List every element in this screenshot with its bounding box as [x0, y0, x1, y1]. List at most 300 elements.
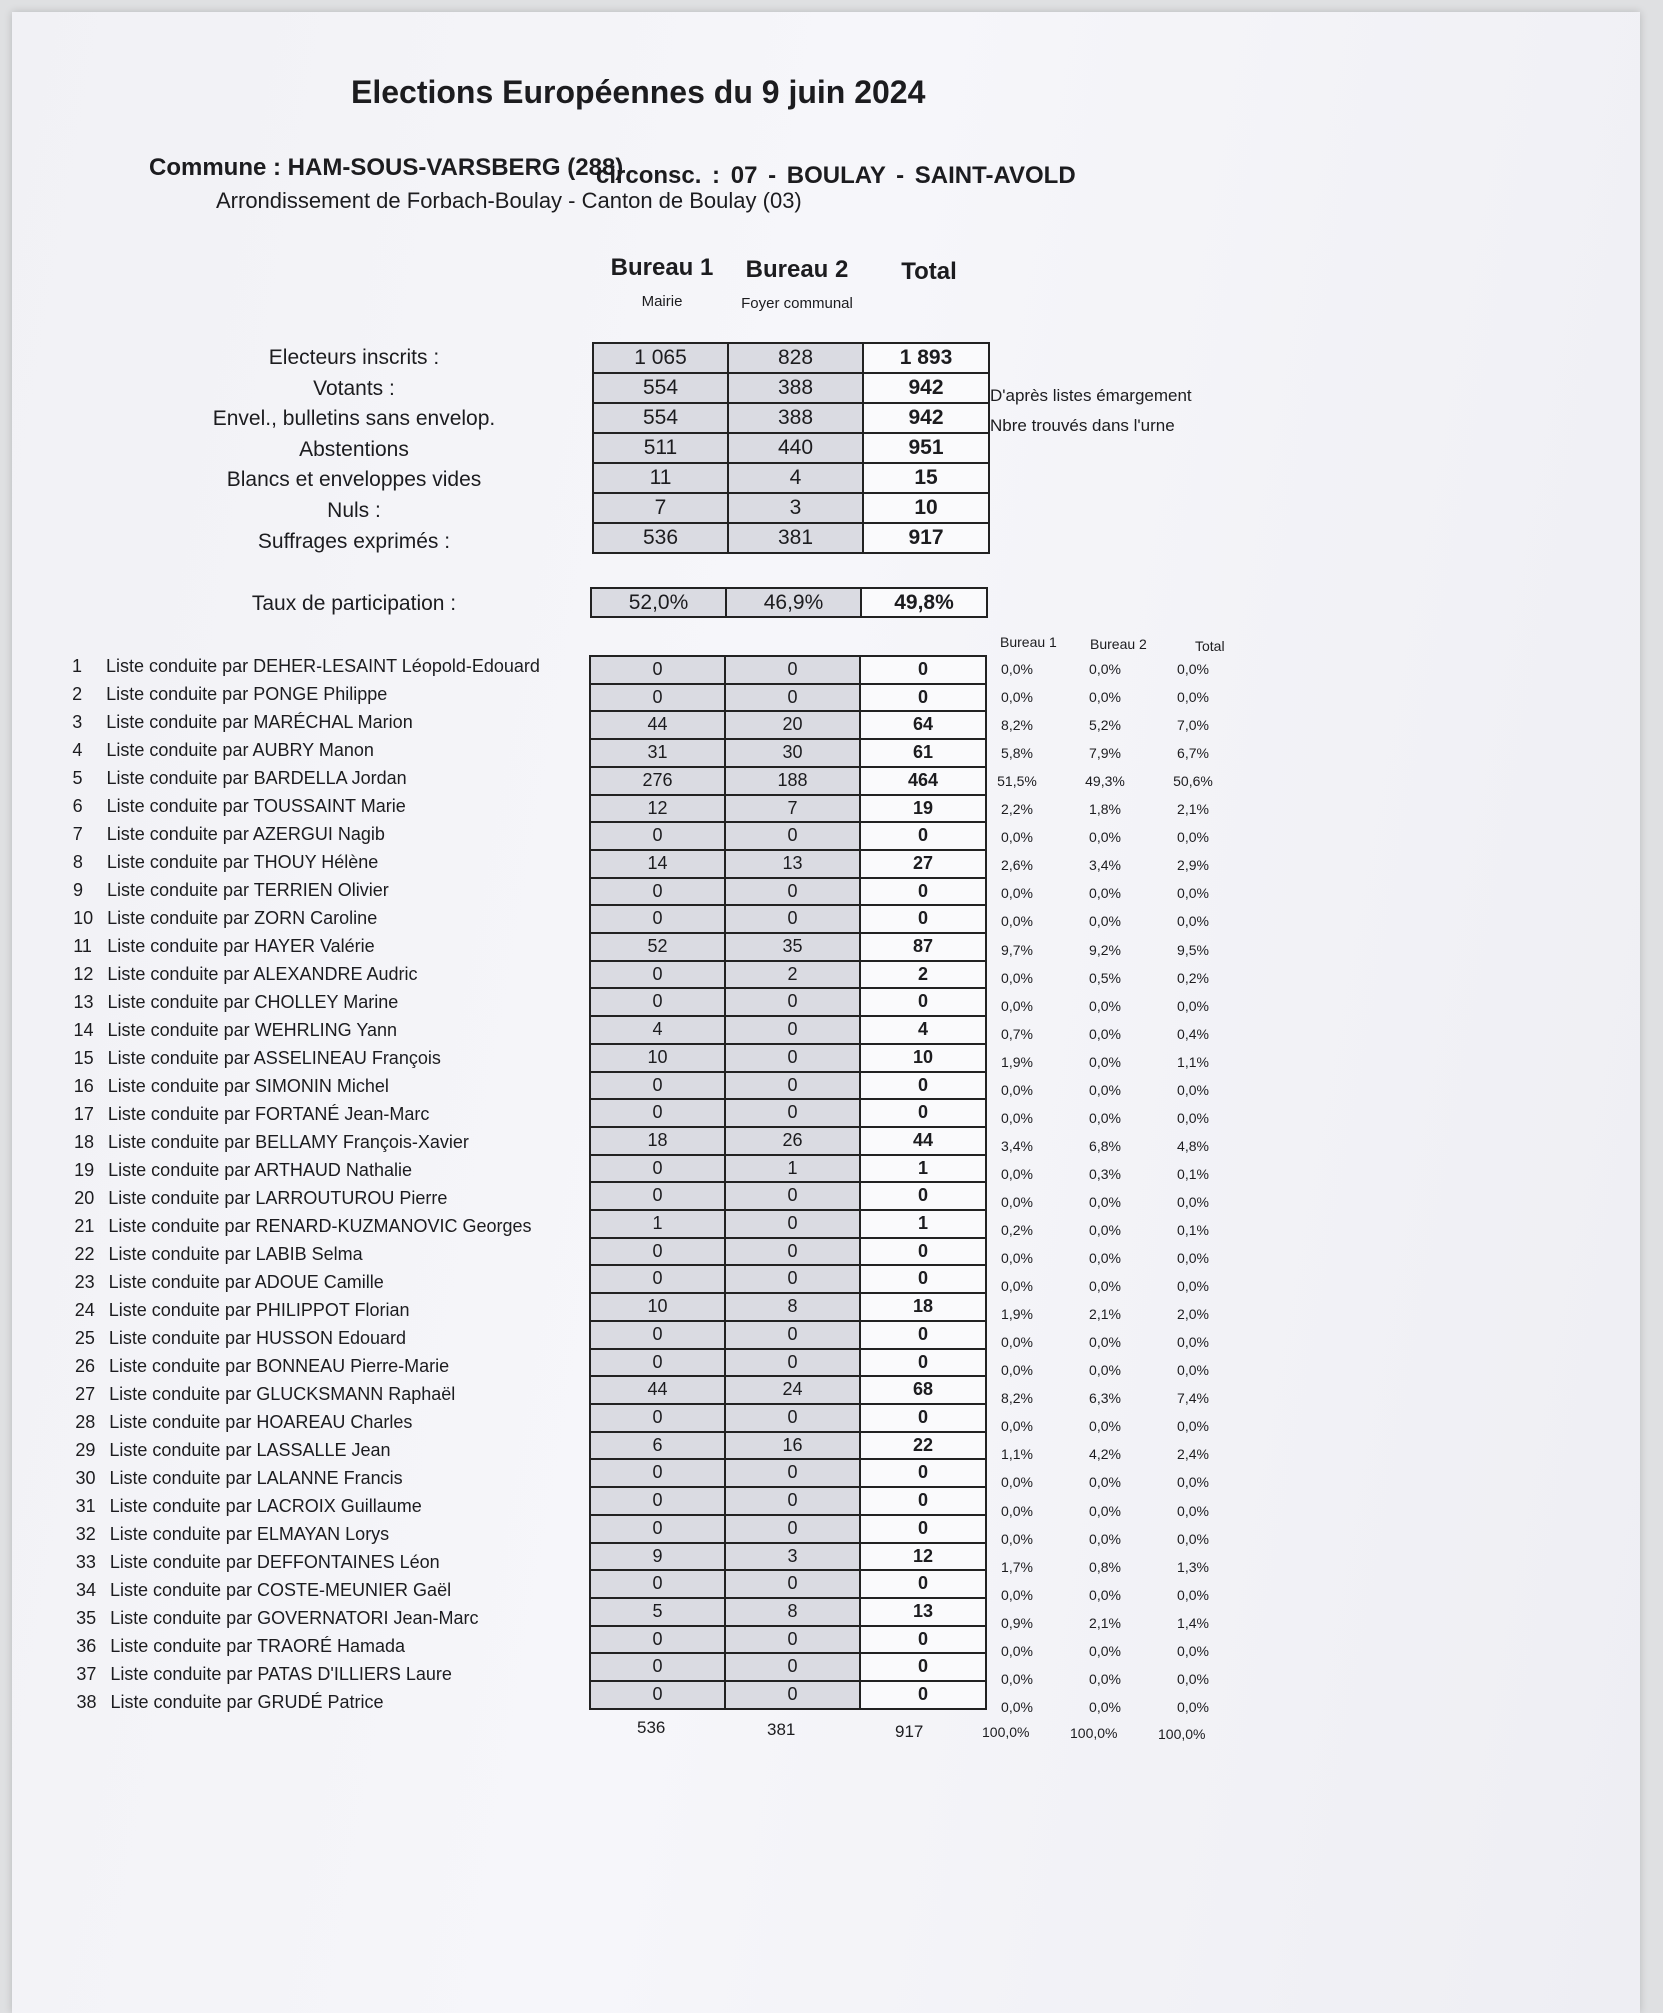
list-value-row [590, 1182, 986, 1210]
list-pt: 0,0% [1177, 1502, 1209, 1519]
list-p1: 2,6% [1001, 857, 1033, 874]
list-b2: 3 [725, 1543, 860, 1571]
col-header-total: Total [901, 258, 957, 285]
list-total: 0 [860, 1072, 986, 1100]
participation-b2: 46,9% [726, 588, 861, 617]
list-number: 4 [72, 740, 83, 760]
list-number: 20 [74, 1188, 95, 1208]
stat-row [593, 343, 989, 373]
list-b2: 2 [725, 961, 860, 989]
list-number: 37 [76, 1664, 97, 1684]
list-pt: 0,0% [1177, 829, 1209, 846]
list-p1: 8,2% [1001, 717, 1033, 734]
list-p2: 0,0% [1089, 1053, 1121, 1070]
list-total: 0 [860, 1515, 986, 1543]
footer-pct-b2: 100,0% [1070, 1725, 1118, 1741]
stat-b1: 554 [593, 373, 728, 403]
list-total: 0 [860, 988, 986, 1016]
list-p2: 0,0% [1089, 1642, 1121, 1659]
list-value-row [590, 1598, 986, 1626]
list-pt: 0,0% [1177, 1586, 1209, 1603]
list-leader-name: Liste conduite par WEHRLING Yann [107, 1020, 398, 1040]
list-p2: 2,1% [1089, 1614, 1121, 1631]
list-total: 12 [860, 1543, 986, 1571]
list-b1: 0 [590, 1404, 725, 1432]
list-b2: 0 [725, 1459, 860, 1487]
list-value-row [590, 1570, 986, 1598]
list-number: 15 [73, 1048, 94, 1068]
list-number: 3 [72, 712, 83, 732]
list-value-row [590, 1349, 986, 1377]
list-total: 22 [860, 1432, 986, 1460]
list-pt: 1,1% [1177, 1053, 1209, 1070]
lists-table [589, 655, 987, 1710]
list-b1: 0 [590, 1515, 725, 1543]
stat-row [593, 433, 989, 463]
list-number: 10 [73, 908, 94, 928]
list-b1: 44 [590, 711, 725, 739]
list-value-row [590, 1016, 986, 1044]
list-pt: 7,4% [1177, 1390, 1209, 1407]
list-name-row [76, 1496, 422, 1524]
list-p2: 0,0% [1089, 913, 1121, 930]
list-p1: 0,0% [1001, 1642, 1033, 1659]
footer-total-all: 917 [895, 1722, 924, 1741]
list-number: 16 [73, 1076, 94, 1096]
list-name-row [72, 712, 412, 740]
list-leader-name: Liste conduite par AUBRY Manon [106, 740, 374, 760]
list-b2: 26 [725, 1127, 860, 1155]
list-total: 0 [860, 684, 986, 712]
list-value-row [590, 711, 986, 739]
list-b2: 20 [725, 711, 860, 739]
list-pt: 0,0% [1177, 913, 1209, 930]
list-b1: 31 [590, 739, 725, 767]
list-pt: 2,9% [1177, 857, 1209, 874]
list-pt: 0,0% [1177, 1362, 1209, 1379]
list-b1: 0 [590, 684, 725, 712]
list-b1: 0 [590, 1487, 725, 1515]
list-pt: 4,8% [1177, 1137, 1209, 1154]
list-p1: 0,0% [1001, 1502, 1033, 1519]
list-number: 36 [76, 1636, 97, 1656]
list-p1: 1,9% [1001, 1053, 1033, 1070]
list-b1: 44 [590, 1376, 725, 1404]
list-value-row [590, 1432, 986, 1460]
list-leader-name: Liste conduite par COSTE-MEUNIER Gaël [109, 1580, 452, 1600]
list-number: 26 [75, 1356, 96, 1376]
list-leader-name: Liste conduite par LABIB Selma [108, 1244, 363, 1264]
stat-row [593, 403, 989, 433]
list-name-row [75, 1440, 390, 1468]
list-number: 34 [75, 1580, 96, 1600]
list-p1: 0,0% [1001, 689, 1033, 706]
list-name-row [76, 1580, 451, 1608]
list-total: 464 [860, 767, 986, 795]
list-b1: 18 [590, 1127, 725, 1155]
list-leader-name: Liste conduite par AZERGUI Nagib [106, 824, 385, 844]
list-name-row [75, 1300, 410, 1328]
list-total: 0 [860, 1099, 986, 1127]
list-p1: 0,9% [1001, 1614, 1033, 1631]
list-total: 44 [860, 1127, 986, 1155]
list-leader-name: Liste conduite par BONNEAU Pierre-Marie [109, 1356, 450, 1376]
list-p2: 0,0% [1089, 1362, 1121, 1379]
stat-label: Nuls : [327, 499, 381, 522]
list-b2: 0 [725, 1487, 860, 1515]
list-leader-name: Liste conduite par MARÉCHAL Marion [106, 712, 413, 732]
list-number: 9 [72, 880, 83, 900]
list-b2: 0 [725, 1653, 860, 1681]
list-p2: 0,0% [1089, 1109, 1121, 1126]
list-p1: 1,9% [1001, 1306, 1033, 1323]
list-b1: 0 [590, 1681, 725, 1709]
list-name-row [72, 684, 387, 712]
list-number: 28 [75, 1412, 96, 1432]
stat-b1: 7 [593, 493, 728, 523]
list-pt: 0,0% [1177, 1530, 1209, 1547]
list-p1: 1,1% [1001, 1446, 1033, 1463]
list-b1: 0 [590, 878, 725, 906]
list-b2: 0 [725, 822, 860, 850]
list-number: 19 [74, 1160, 95, 1180]
list-b2: 0 [725, 1016, 860, 1044]
stat-total: 942 [863, 403, 989, 433]
list-name-row [75, 1244, 363, 1272]
col-sub-bureau2: Foyer communal [741, 295, 853, 312]
list-total: 0 [860, 1681, 986, 1709]
list-p2: 9,2% [1089, 941, 1121, 958]
list-b2: 24 [725, 1376, 860, 1404]
list-value-row [590, 878, 986, 906]
list-leader-name: Liste conduite par TRAORÉ Hamada [110, 1636, 405, 1656]
stat-total: 15 [863, 463, 989, 493]
list-name-row [74, 1020, 397, 1048]
list-p2: 49,3% [1085, 773, 1125, 790]
list-value-row [590, 684, 986, 712]
list-name-row [74, 1048, 441, 1076]
list-value-row [590, 1044, 986, 1072]
list-total: 64 [860, 711, 986, 739]
list-value-row [590, 795, 986, 823]
list-total: 0 [860, 1238, 986, 1266]
list-p2: 0,0% [1089, 661, 1121, 677]
list-total: 0 [860, 1321, 986, 1349]
list-p1: 0,0% [1001, 1362, 1033, 1379]
col-sub-bureau1: Mairie [641, 293, 683, 310]
note-enveloppes: Nbre trouvés dans l'urne [990, 416, 1175, 435]
list-p1: 0,0% [1001, 1474, 1033, 1491]
list-value-row [590, 1681, 986, 1709]
list-number: 12 [73, 964, 94, 984]
list-b2: 8 [725, 1598, 860, 1626]
list-p2: 4,2% [1089, 1446, 1121, 1463]
list-b2: 16 [725, 1432, 860, 1460]
list-number: 24 [74, 1300, 95, 1320]
list-number: 27 [75, 1384, 96, 1404]
list-leader-name: Liste conduite par DEHER-LESAINT Léopold-Edouard [106, 656, 540, 676]
list-p1: 0,0% [1001, 661, 1033, 677]
list-leader-name: Liste conduite par RENARD-KUZMANOVIC Georges [108, 1216, 532, 1236]
list-b2: 0 [725, 988, 860, 1016]
list-b1: 0 [590, 1653, 725, 1681]
list-total: 19 [860, 795, 986, 823]
list-b1: 10 [590, 1293, 725, 1321]
list-b1: 276 [590, 767, 725, 795]
list-name-row [74, 1188, 447, 1216]
stat-b2: 440 [728, 433, 863, 463]
list-p1: 0,0% [1001, 885, 1033, 902]
list-leader-name: Liste conduite par GRUDÉ Patrice [110, 1692, 384, 1712]
list-name-row [76, 1524, 389, 1552]
list-p2: 3,4% [1089, 857, 1121, 874]
list-number: 29 [75, 1440, 96, 1460]
list-leader-name: Liste conduite par BELLAMY François-Xavier [108, 1132, 469, 1152]
list-p2: 0,0% [1089, 1278, 1121, 1295]
list-p2: 0,0% [1089, 1670, 1121, 1687]
list-number: 31 [75, 1496, 96, 1516]
list-p1: 1,7% [1001, 1558, 1033, 1575]
participation-label: Taux de participation : [251, 592, 457, 615]
list-value-row [590, 739, 986, 767]
list-value-row [590, 1293, 986, 1321]
stat-b1: 1 065 [593, 343, 728, 373]
list-total: 87 [860, 933, 986, 961]
list-pt: 0,0% [1177, 1642, 1209, 1659]
list-name-row [73, 824, 385, 852]
list-name-row [74, 1132, 469, 1160]
list-b2: 8 [725, 1293, 860, 1321]
list-value-row [590, 933, 986, 961]
arrondissement-label: Arrondissement de Forbach-Boulay - Canton de Boulay (03) [216, 188, 802, 213]
list-p1: 9,7% [1001, 941, 1033, 958]
list-leader-name: Liste conduite par TERRIEN Olivier [106, 880, 389, 900]
list-b1: 0 [590, 905, 725, 933]
list-b1: 5 [590, 1598, 725, 1626]
list-total: 0 [860, 1626, 986, 1654]
participation-b1: 52,0% [591, 588, 726, 617]
list-number: 13 [73, 992, 94, 1012]
list-name-row [76, 1636, 405, 1664]
stat-b2: 388 [728, 403, 863, 433]
list-b1: 6 [590, 1432, 725, 1460]
list-number: 14 [73, 1020, 94, 1040]
list-p2: 0,5% [1089, 969, 1121, 986]
footer-total-b1: 536 [637, 1718, 666, 1737]
list-value-row [590, 1127, 986, 1155]
list-value-row [590, 850, 986, 878]
list-name-row [76, 1608, 478, 1636]
list-p2: 0,0% [1089, 1193, 1121, 1210]
list-leader-name: Liste conduite par HAYER Valérie [107, 936, 375, 956]
list-p2: 0,0% [1089, 689, 1121, 706]
list-leader-name: Liste conduite par GOVERNATORI Jean-Marc [110, 1608, 479, 1628]
note-votants: D'après listes émargement [990, 386, 1192, 405]
list-name-row [74, 1160, 412, 1188]
list-p1: 8,2% [1001, 1390, 1033, 1407]
list-b1: 10 [590, 1044, 725, 1072]
stat-row [593, 463, 989, 493]
page-title: Elections Européennes du 9 juin 2024 [351, 74, 926, 110]
commune-label: Commune : HAM-SOUS-VARSBERG (288) [149, 154, 624, 181]
list-b2: 0 [725, 905, 860, 933]
list-p1: 0,0% [1001, 1278, 1033, 1295]
list-pt: 2,1% [1177, 801, 1209, 818]
list-name-row [75, 1384, 455, 1412]
list-name-row [76, 1552, 440, 1580]
footer-pct-b1: 100,0% [982, 1724, 1030, 1740]
list-leader-name: Liste conduite par ADOUE Camille [108, 1272, 384, 1292]
list-number: 35 [76, 1608, 97, 1628]
list-leader-name: Liste conduite par TOUSSAINT Marie [106, 796, 406, 816]
list-p2: 1,8% [1089, 801, 1121, 818]
list-number: 22 [74, 1244, 95, 1264]
list-p2: 0,0% [1089, 885, 1121, 902]
list-value-row [590, 1404, 986, 1432]
list-pt: 0,0% [1177, 1081, 1209, 1098]
stat-row [593, 523, 989, 553]
list-number: 2 [72, 684, 83, 704]
list-name-row [72, 768, 406, 796]
list-number: 21 [74, 1216, 95, 1236]
list-total: 61 [860, 739, 986, 767]
list-value-row [590, 1626, 986, 1654]
list-p2: 0,0% [1089, 1586, 1121, 1603]
list-total: 0 [860, 1265, 986, 1293]
list-total: 68 [860, 1376, 986, 1404]
list-pt: 0,0% [1177, 1698, 1209, 1715]
stat-total: 942 [863, 373, 989, 403]
list-total: 0 [860, 656, 986, 684]
stat-b1: 11 [593, 463, 728, 493]
list-number: 33 [75, 1552, 96, 1572]
stat-label: Blancs et enveloppes vides [226, 468, 482, 492]
list-pt: 0,0% [1177, 1474, 1209, 1491]
stat-b2: 4 [728, 463, 863, 493]
list-p1: 2,2% [1001, 801, 1033, 818]
list-p2: 0,0% [1089, 997, 1121, 1014]
list-p2: 0,0% [1089, 1530, 1121, 1547]
list-leader-name: Liste conduite par PATAS D'ILLIERS Laure [110, 1664, 452, 1684]
list-value-row [590, 1459, 986, 1487]
list-b2: 0 [725, 684, 860, 712]
list-leader-name: Liste conduite par DEFFONTAINES Léon [109, 1552, 440, 1572]
list-value-row [590, 1515, 986, 1543]
list-p1: 0,0% [1001, 829, 1033, 846]
list-b1: 4 [590, 1016, 725, 1044]
stat-row [593, 493, 989, 523]
list-value-row [590, 767, 986, 795]
list-p1: 5,8% [1001, 745, 1033, 762]
list-b1: 0 [590, 1099, 725, 1127]
stat-label: Suffrages exprimés : [257, 529, 451, 553]
list-b2: 0 [725, 1210, 860, 1238]
list-pt: 0,0% [1177, 1334, 1209, 1351]
list-pt: 0,4% [1177, 1025, 1209, 1042]
list-b2: 7 [725, 795, 860, 823]
stat-total: 1 893 [863, 343, 989, 373]
list-p1: 0,0% [1001, 1530, 1033, 1547]
list-p1: 0,0% [1001, 997, 1033, 1014]
footer-total-b2: 381 [767, 1720, 796, 1739]
list-b2: 0 [725, 1570, 860, 1598]
list-pt: 1,3% [1177, 1558, 1209, 1575]
list-p2: 0,0% [1089, 1474, 1121, 1491]
list-pt: 7,0% [1177, 717, 1209, 734]
list-b1: 0 [590, 1155, 725, 1183]
list-b1: 0 [590, 1570, 725, 1598]
list-b1: 0 [590, 1349, 725, 1377]
list-p1: 0,0% [1001, 1165, 1033, 1182]
list-b1: 0 [590, 988, 725, 1016]
list-p1: 0,0% [1001, 1193, 1033, 1210]
list-p1: 0,0% [1001, 1250, 1033, 1267]
list-b1: 0 [590, 822, 725, 850]
list-name-row [74, 1104, 429, 1132]
list-total: 4 [860, 1016, 986, 1044]
list-name-row [73, 992, 398, 1020]
stat-label: Electeurs inscrits : [268, 346, 440, 369]
list-name-row [72, 740, 374, 768]
list-leader-name: Liste conduite par HOAREAU Charles [109, 1412, 413, 1432]
list-total: 0 [860, 878, 986, 906]
list-value-row [590, 1543, 986, 1571]
list-leader-name: Liste conduite par LACROIX Guillaume [109, 1496, 422, 1516]
list-p1: 0,0% [1001, 1081, 1033, 1098]
list-number: 38 [76, 1692, 97, 1712]
list-b1: 0 [590, 656, 725, 684]
list-p2: 0,0% [1089, 1081, 1121, 1098]
pct-header-b1: Bureau 1 [1000, 634, 1057, 650]
list-number: 17 [73, 1104, 94, 1124]
list-total: 0 [860, 1459, 986, 1487]
list-p2: 0,0% [1089, 1250, 1121, 1267]
list-name-row [73, 852, 379, 880]
footer-pct-total: 100,0% [1158, 1726, 1206, 1742]
list-total: 27 [860, 850, 986, 878]
list-pt: 9,5% [1177, 941, 1209, 958]
list-b2: 0 [725, 656, 860, 684]
list-b2: 0 [725, 1238, 860, 1266]
list-name-row [75, 1412, 412, 1440]
participation-total: 49,8% [861, 588, 987, 617]
list-number: 25 [74, 1328, 95, 1348]
stat-row [593, 373, 989, 403]
list-p1: 0,0% [1001, 1698, 1033, 1715]
list-value-row [590, 1238, 986, 1266]
list-p1: 0,7% [1001, 1025, 1033, 1042]
list-name-row [73, 880, 389, 908]
list-b1: 14 [590, 850, 725, 878]
list-b2: 188 [725, 767, 860, 795]
participation-row [591, 588, 987, 617]
list-b2: 1 [725, 1155, 860, 1183]
list-b2: 0 [725, 1044, 860, 1072]
list-pt: 0,0% [1177, 997, 1209, 1014]
list-total: 0 [860, 1182, 986, 1210]
list-total: 0 [860, 1404, 986, 1432]
list-number: 5 [72, 768, 83, 788]
list-pt: 0,0% [1177, 1418, 1209, 1435]
participation-table [590, 587, 988, 618]
list-p2: 0,0% [1089, 829, 1121, 846]
list-name-row [75, 1272, 384, 1300]
list-leader-name: Liste conduite par HUSSON Edouard [108, 1328, 407, 1348]
list-pt: 0,0% [1177, 1278, 1209, 1295]
list-pt: 0,0% [1177, 885, 1209, 902]
list-leader-name: Liste conduite par SIMONIN Michel [107, 1076, 389, 1096]
stat-b2: 3 [728, 493, 863, 523]
